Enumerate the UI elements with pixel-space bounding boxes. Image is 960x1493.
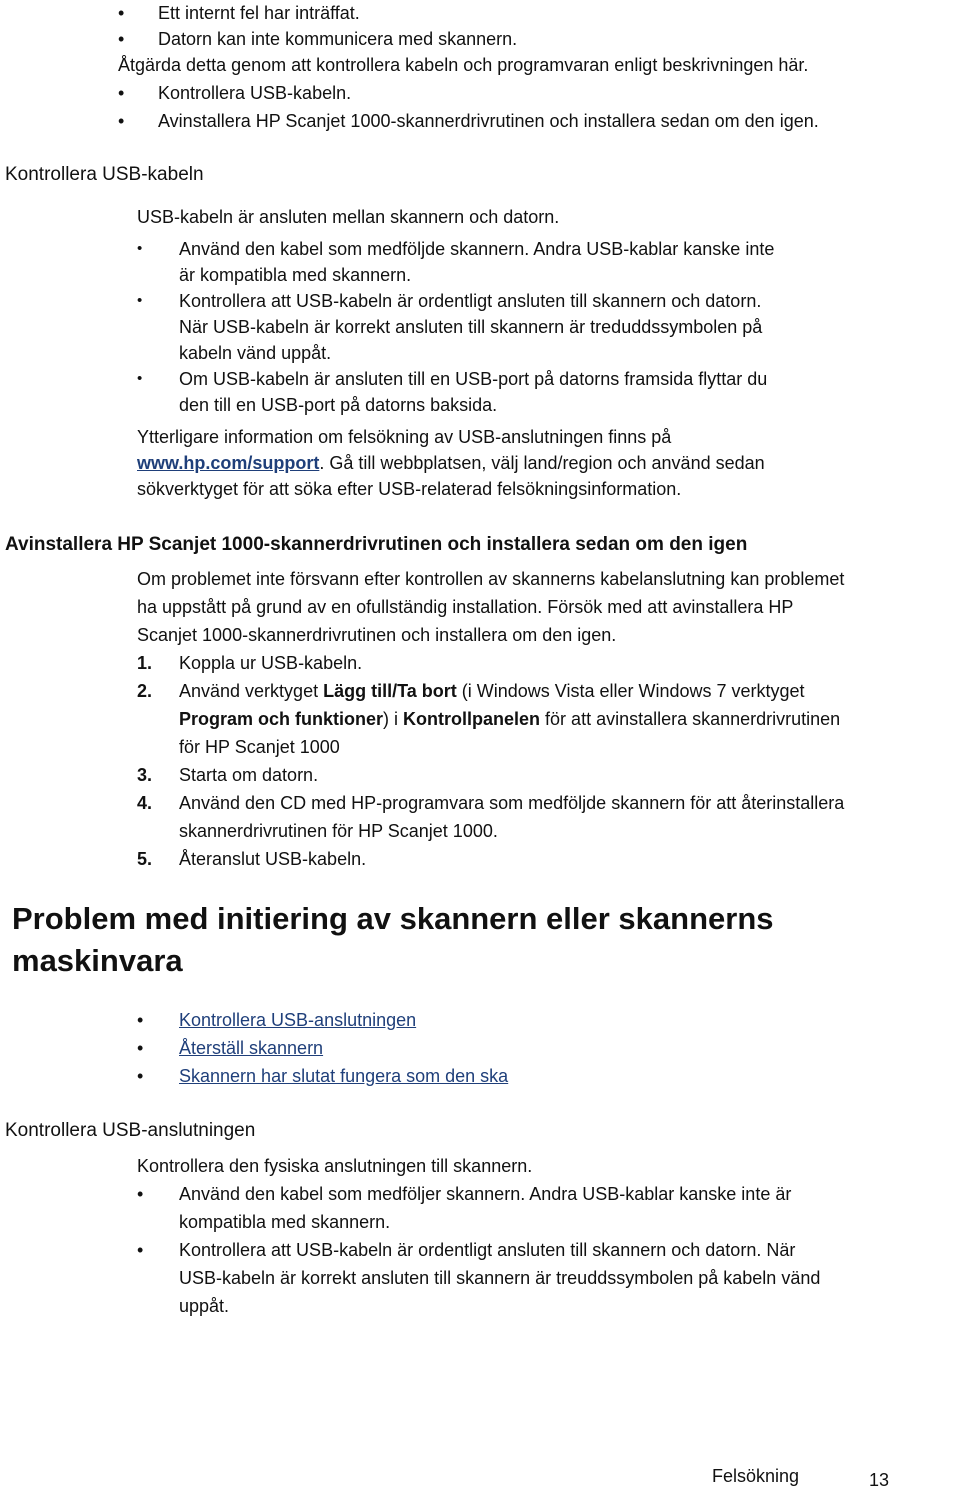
step-number: 3. — [137, 765, 153, 785]
bullet-dot: • — [137, 1010, 144, 1030]
step-number: 5. — [137, 849, 153, 869]
step-3: Starta om datorn. — [179, 765, 319, 785]
step-2-line2: Program och funktioner) i Kontrollpanelen för att avinstallera skannerdrivrutinen — [179, 709, 841, 729]
uninstall-intro-line1: Om problemet inte försvann efter kontrollen av skannerns kabelanslutning kan problemet — [137, 569, 845, 589]
step-number: 1. — [137, 653, 153, 673]
bullet-dot: • — [137, 1038, 144, 1058]
step-4-line1: Använd den CD med HP-programvara som medföljde skannern för att återinstallera — [179, 793, 845, 813]
bullet-dot: • — [118, 111, 125, 131]
usb-cable-bullet-2-line2: När USB-kabeln är korrekt ansluten till skannern är treduddssymbolen på — [179, 317, 763, 337]
usb-cable-heading: Kontrollera USB-kabeln — [5, 164, 204, 185]
usb-cable-bullet-1-line2: är kompatibla med skannern. — [179, 265, 412, 285]
more-info-line1: Ytterligare information om felsökning av USB-anslutningen finns på — [137, 427, 672, 447]
bullet-dot: • — [137, 1184, 144, 1204]
bullet-dot: • — [137, 292, 143, 309]
usb-cable-bullet-3-line2: den till en USB-port på datorns baksida. — [179, 395, 498, 415]
bullet-dot: • — [118, 3, 125, 23]
usb-connection-bullet-2-line2: USB-kabeln är korrekt ansluten till skannern är treuddssymbolen på kabeln vänd — [179, 1268, 821, 1288]
usb-connection-bullet-1-line1: Använd den kabel som medföljer skannern. Andra USB-kablar kanske inte är — [179, 1184, 792, 1204]
step-2-line1: Använd verktyget Lägg till/Ta bort (i Windows Vista eller Windows 7 verktyget — [179, 681, 805, 701]
control-panel-label: Kontrollpanelen — [403, 709, 541, 729]
link-scanner-stopped[interactable]: Skannern har slutat fungera som den ska — [179, 1066, 509, 1086]
uninstall-heading: Avinstallera HP Scanjet 1000-skannerdrivrutinen och installera sedan om den igen — [5, 534, 748, 555]
step-5: Återanslut USB-kabeln. — [179, 849, 367, 869]
step-4-line2: skannerdrivrutinen för HP Scanjet 1000. — [179, 821, 498, 841]
action-text: Åtgärda detta genom att kontrollera kabeln och programvaran enligt beskrivningen här. — [118, 55, 809, 75]
programs-features-label: Program och funktioner — [179, 709, 384, 729]
error-item-1: Ett internt fel har inträffat. — [158, 3, 360, 23]
hp-support-link[interactable]: www.hp.com/support — [137, 453, 320, 473]
action-item-1: Kontrollera USB-kabeln. — [158, 83, 352, 103]
usb-connection-heading: Kontrollera USB-anslutningen — [5, 1120, 256, 1141]
bullet-dot: • — [137, 370, 143, 387]
more-info-after-link: . Gå till webbplatsen, välj land/region och använd sedan — [319, 453, 765, 473]
uninstall-intro-line2: ha uppstått på grund av en ofullständig installation. Försök med att avinstallera HP — [137, 597, 794, 617]
usb-cable-bullet-1-line1: Använd den kabel som medföljde skannern. Andra USB-kablar kanske inte — [179, 239, 775, 259]
step-number: 4. — [137, 793, 153, 813]
usb-cable-intro: USB-kabeln är ansluten mellan skannern och datorn. — [137, 207, 560, 227]
step-2-line3: för HP Scanjet 1000 — [179, 737, 340, 757]
bullet-dot: • — [118, 83, 125, 103]
bullet-dot: • — [137, 1240, 144, 1260]
uninstall-intro-line3: Scanjet 1000-skannerdrivrutinen och installera om den igen. — [137, 625, 617, 645]
more-info-line3: sökverktyget för att söka efter USB-relaterad felsökningsinformation. — [137, 479, 682, 499]
problem-title-line2: maskinvara — [12, 943, 183, 978]
bullet-dot: • — [137, 1066, 144, 1086]
footer-section: Felsökning — [712, 1466, 800, 1486]
more-info-line2 — [137, 450, 765, 476]
usb-connection-intro: Kontrollera den fysiska anslutningen till skannern. — [137, 1156, 533, 1176]
usb-cable-bullet-3-line1: Om USB-kabeln är ansluten till en USB-port på datorns framsida flyttar du — [179, 369, 768, 389]
usb-cable-bullet-2-line1: Kontrollera att USB-kabeln är ordentligt ansluten till skannern och datorn. — [179, 291, 762, 311]
problem-title-line1: Problem med initiering av skannern eller skannerns — [12, 901, 774, 936]
bullet-dot: • — [118, 29, 125, 49]
step-1: Koppla ur USB-kabeln. — [179, 653, 363, 673]
step-number: 2. — [137, 681, 153, 701]
usb-connection-bullet-2-line1: Kontrollera att USB-kabeln är ordentligt ansluten till skannern och datorn. När — [179, 1240, 796, 1260]
page-number: 13 — [869, 1470, 890, 1490]
usb-connection-bullet-1-line2: kompatibla med skannern. — [179, 1212, 391, 1232]
usb-cable-bullet-2-line3: kabeln vänd uppåt. — [179, 343, 332, 363]
error-item-2: Datorn kan inte kommunicera med skannern. — [158, 29, 518, 49]
bullet-dot: • — [137, 240, 143, 257]
add-remove-label: Lägg till/Ta bort — [323, 681, 457, 701]
usb-connection-bullet-2-line3: uppåt. — [179, 1296, 230, 1316]
link-check-usb-connection[interactable]: Kontrollera USB-anslutningen — [179, 1010, 417, 1030]
action-item-2: Avinstallera HP Scanjet 1000-skannerdrivrutinen och installera sedan om den igen. — [158, 111, 819, 131]
link-reset-scanner[interactable]: Återställ skannern — [179, 1038, 324, 1058]
